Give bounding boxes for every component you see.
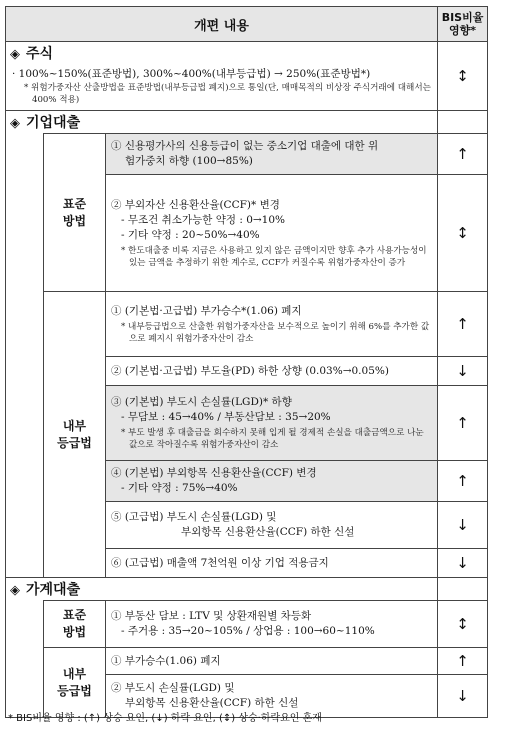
household-std-label-2: 방법 xyxy=(62,625,87,639)
equity-body xyxy=(6,64,438,111)
corp-std-item-2-arrow: ↕ xyxy=(438,175,488,292)
diamond-bullet-icon: ◈ xyxy=(10,583,20,598)
item-line: ① 부가승수(1.06) 폐지 xyxy=(111,654,221,667)
item-line: ⑤ (고급법) 부도시 손실률(LGD) 및 xyxy=(111,511,277,523)
item-line: 부외항목 신용환산율(CCF) 하한 신설 xyxy=(125,697,299,709)
corp-std-label-1: 표준 xyxy=(62,196,87,211)
item-line: 부외항목 신용환산율(CCF) 하한 신설 xyxy=(181,526,355,538)
item-sub: - 무담보 : 45→40% / 부동산담보 : 35→20% xyxy=(121,411,331,423)
household-title-text: 가계대출 xyxy=(26,582,81,598)
item-line: ⑥ (고급법) 매출액 7천억원 이상 기업 적용금지 xyxy=(111,556,329,569)
indent-cell xyxy=(6,601,44,648)
header-bis-impact: BIS비율 영향* xyxy=(438,7,488,42)
household-std-item xyxy=(106,601,438,648)
equity-line: · 100%~150%(표준방법), 300%~400%(내부등급법) → 250%(표준방법*) xyxy=(12,68,371,80)
empty-cell xyxy=(438,111,488,134)
item-line: ② 부외자산 신용환산율(CCF)* 변경 xyxy=(111,198,280,211)
item-line: 험가중치 하향 (100→85%) xyxy=(125,155,253,167)
corp-irb-item-3 xyxy=(106,386,438,461)
item-line: ③ (기본법) 부도시 손실률(LGD)* 하향 xyxy=(111,396,292,408)
indent-cell xyxy=(6,648,44,718)
diamond-bullet-icon: ◈ xyxy=(10,47,20,62)
household-std-label-1: 표준 xyxy=(62,608,87,622)
corp-irb-label xyxy=(44,292,106,578)
section-corporate-title-row xyxy=(6,111,488,134)
corp-std-label xyxy=(44,134,106,292)
reform-table-wrapper xyxy=(5,6,487,718)
corp-irb-item-1-arrow: ↑ xyxy=(438,292,488,357)
empty-cell xyxy=(438,578,488,601)
section-equity-title xyxy=(6,42,438,65)
item-note: * 부도 발생 후 대출금을 회수하지 못해 입게 될 경제적 손실을 대출금액으로 나눈 값으로 작아질수록 위험가중자산이 감소 xyxy=(121,428,424,450)
corporate-title-text: 기업대출 xyxy=(26,115,81,131)
household-irb-item-1 xyxy=(106,648,438,675)
household-std-arrow: ↕ xyxy=(438,601,488,648)
equity-title-text: 주식 xyxy=(26,46,54,62)
header-row xyxy=(6,7,488,42)
indent-cell xyxy=(6,134,44,292)
section-household-title-row xyxy=(6,578,488,601)
household-irb-item-2-arrow: ↓ xyxy=(438,675,488,718)
item-line: ② (기본법·고급법) 부도율(PD) 하한 상향 (0.03%→0.05%) xyxy=(111,364,389,377)
corp-std-item-1 xyxy=(106,134,438,175)
item-line: ① 신용평가사의 신용등급이 없는 중소기업 대출에 대한 위 xyxy=(111,140,379,152)
item-sub: - 기타 약정 : 20~50%→40% xyxy=(121,228,260,241)
corp-irb-label-2: 등급법 xyxy=(57,435,92,450)
item-line: ④ (기본법) 부외항목 신용환산율(CCF) 변경 xyxy=(111,467,317,479)
equity-bis-arrow: ↕ xyxy=(438,42,488,111)
household-irb-label xyxy=(44,648,106,718)
corp-irb-item-6 xyxy=(106,549,438,578)
household-irb-label-1: 내부 xyxy=(62,666,87,681)
header-content: 개편 내용 xyxy=(6,7,438,42)
section-household-title xyxy=(6,578,438,601)
corp-std-label-2: 방법 xyxy=(62,213,87,228)
corp-std-item-1-arrow: ↑ xyxy=(438,134,488,175)
indent-cell xyxy=(6,292,44,578)
corp-irb-row-1 xyxy=(6,292,488,357)
reform-table xyxy=(5,6,488,718)
household-irb-item-1-arrow: ↑ xyxy=(438,648,488,675)
corp-irb-item-6-arrow: ↓ xyxy=(438,549,488,578)
item-sub: - 주거용 : 35→20~105% / 상업용 : 100→60~110% xyxy=(121,625,375,637)
diamond-bullet-icon: ◈ xyxy=(10,116,20,131)
corp-irb-item-1 xyxy=(106,292,438,357)
corp-irb-item-3-arrow: ↑ xyxy=(438,386,488,461)
item-line: ② 부도시 손실률(LGD) 및 xyxy=(111,682,235,694)
section-equity-title-row xyxy=(6,42,488,65)
corp-irb-item-4-arrow: ↑ xyxy=(438,461,488,502)
corp-irb-item-4 xyxy=(106,461,438,502)
item-line: ① 부동산 담보 : LTV 및 상환재원별 차등화 xyxy=(111,610,312,622)
corp-irb-label-1: 내부 xyxy=(62,418,87,433)
corp-irb-item-5-arrow: ↓ xyxy=(438,502,488,549)
item-note: * 한도대출중 비록 지금은 사용하고 있지 않은 금액이지만 향후 추가 사용가능성이 있는 금액을 추정하기 위한 계수로, CCF가 커질수록 위험가중자산이 증가 xyxy=(121,245,427,268)
corp-std-row-1 xyxy=(6,134,488,175)
household-irb-row-1 xyxy=(6,648,488,675)
item-line: ① (기본법·고급법) 부가승수*(1.06) 폐지 xyxy=(111,304,302,317)
footnote: * BIS비율 영향 : (↑) 상승 요인, (↓) 하락 요인, (↕) 상승·하락요인 혼재 xyxy=(8,713,322,724)
corp-irb-item-2 xyxy=(106,357,438,386)
item-sub: - 기타 약정 : 75%→40% xyxy=(121,482,238,494)
household-std-row xyxy=(6,601,488,648)
equity-note: * 위험가중자산 산출방법을 표준방법(내부등급법 폐지)으로 통일(단, 매매목적의 비상장 주식거래에 대해서는 400% 적용) xyxy=(24,83,431,105)
item-sub: - 무조건 취소가능한 약정 : 0→10% xyxy=(121,213,286,226)
section-corporate-title xyxy=(6,111,438,134)
corp-irb-item-5 xyxy=(106,502,438,549)
household-irb-label-2: 등급법 xyxy=(57,683,92,698)
item-note: * 내부등급법으로 산출한 위험가중자산을 보수적으로 높이기 위해 6%를 추가한 값으로 폐지시 위험가중자산이 감소 xyxy=(121,321,430,344)
corp-std-item-2 xyxy=(106,175,438,292)
corp-irb-item-2-arrow: ↓ xyxy=(438,357,488,386)
household-std-label xyxy=(44,601,106,648)
section-equity-body-row xyxy=(6,64,488,111)
